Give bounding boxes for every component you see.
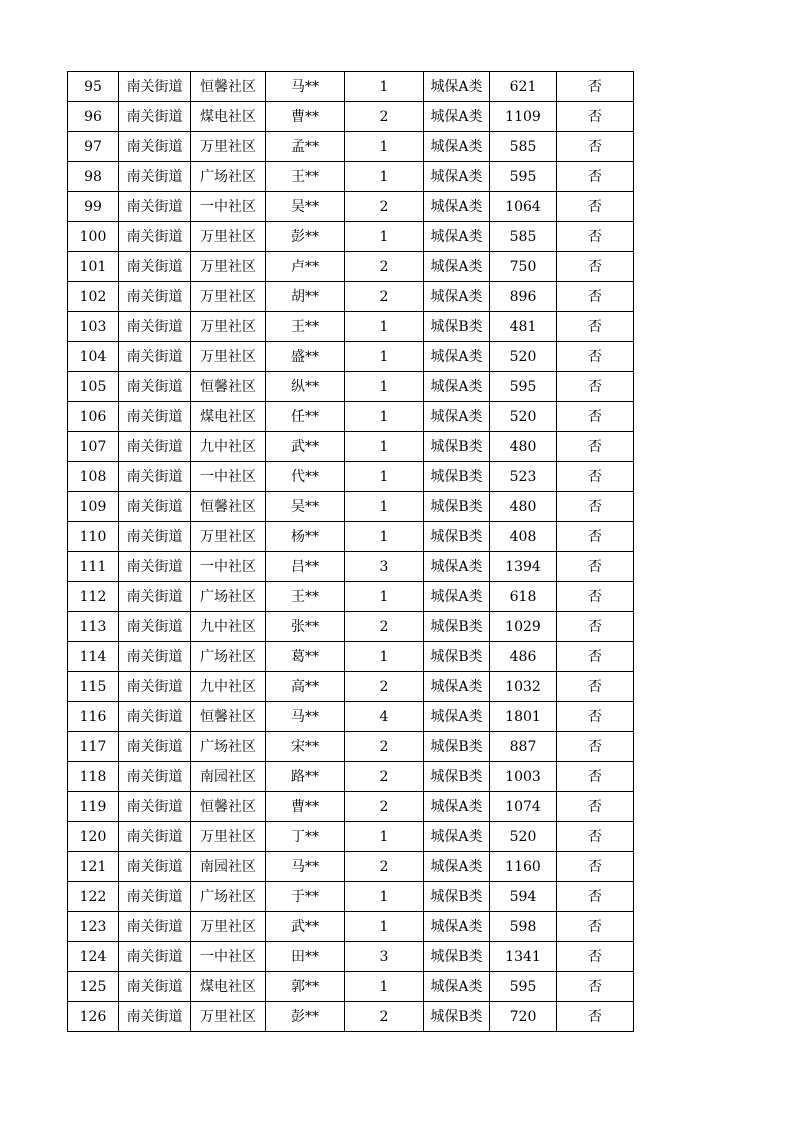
subdistrict-cell: 南关街道 — [119, 762, 191, 792]
row-number-cell: 113 — [68, 612, 119, 642]
amount-cell: 523 — [490, 462, 557, 492]
household-size-cell: 2 — [345, 102, 424, 132]
recipient-name-cell: 马** — [266, 72, 345, 102]
recipient-name-cell: 吴** — [266, 192, 345, 222]
community-cell: 恒馨社区 — [191, 492, 266, 522]
category-cell: 城保A类 — [424, 252, 490, 282]
row-number-cell: 121 — [68, 852, 119, 882]
row-number-cell: 96 — [68, 102, 119, 132]
household-size-cell: 4 — [345, 702, 424, 732]
household-size-cell: 1 — [345, 912, 424, 942]
category-cell: 城保B类 — [424, 492, 490, 522]
recipient-name-cell: 杨** — [266, 522, 345, 552]
community-cell: 南园社区 — [191, 762, 266, 792]
recipient-name-cell: 胡** — [266, 282, 345, 312]
community-cell: 一中社区 — [191, 192, 266, 222]
household-size-cell: 1 — [345, 432, 424, 462]
community-cell: 煤电社区 — [191, 972, 266, 1002]
row-number-cell: 109 — [68, 492, 119, 522]
recipient-name-cell: 葛** — [266, 642, 345, 672]
community-cell: 九中社区 — [191, 672, 266, 702]
community-cell: 万里社区 — [191, 342, 266, 372]
row-number-cell: 99 — [68, 192, 119, 222]
household-size-cell: 1 — [345, 522, 424, 552]
category-cell: 城保A类 — [424, 672, 490, 702]
table-row — [68, 882, 634, 912]
subdistrict-cell: 南关街道 — [119, 132, 191, 162]
category-cell: 城保A类 — [424, 912, 490, 942]
flag-cell: 否 — [557, 822, 634, 852]
household-size-cell: 2 — [345, 672, 424, 702]
flag-cell: 否 — [557, 222, 634, 252]
table-row — [68, 912, 634, 942]
household-size-cell: 2 — [345, 252, 424, 282]
community-cell: 恒馨社区 — [191, 702, 266, 732]
row-number-cell: 118 — [68, 762, 119, 792]
category-cell: 城保A类 — [424, 72, 490, 102]
community-cell: 南园社区 — [191, 852, 266, 882]
recipient-name-cell: 马** — [266, 852, 345, 882]
subdistrict-cell: 南关街道 — [119, 582, 191, 612]
table-row — [68, 522, 634, 552]
category-cell: 城保A类 — [424, 342, 490, 372]
row-number-cell: 102 — [68, 282, 119, 312]
household-size-cell: 1 — [345, 162, 424, 192]
subdistrict-cell: 南关街道 — [119, 942, 191, 972]
row-number-cell: 106 — [68, 402, 119, 432]
subdistrict-cell: 南关街道 — [119, 792, 191, 822]
household-size-cell: 2 — [345, 762, 424, 792]
amount-cell: 1003 — [490, 762, 557, 792]
amount-cell: 720 — [490, 1002, 557, 1032]
community-cell: 万里社区 — [191, 822, 266, 852]
category-cell: 城保B类 — [424, 312, 490, 342]
category-cell: 城保B类 — [424, 522, 490, 552]
flag-cell: 否 — [557, 552, 634, 582]
table-row — [68, 792, 634, 822]
table-row — [68, 192, 634, 222]
household-size-cell: 1 — [345, 222, 424, 252]
table-row — [68, 672, 634, 702]
row-number-cell: 126 — [68, 1002, 119, 1032]
row-number-cell: 105 — [68, 372, 119, 402]
category-cell: 城保A类 — [424, 552, 490, 582]
subdistrict-cell: 南关街道 — [119, 222, 191, 252]
amount-cell: 1341 — [490, 942, 557, 972]
flag-cell: 否 — [557, 522, 634, 552]
household-size-cell: 1 — [345, 492, 424, 522]
community-cell: 广场社区 — [191, 882, 266, 912]
amount-cell: 520 — [490, 822, 557, 852]
household-size-cell: 1 — [345, 882, 424, 912]
household-size-cell: 2 — [345, 852, 424, 882]
household-size-cell: 1 — [345, 342, 424, 372]
household-size-cell: 1 — [345, 312, 424, 342]
household-size-cell: 1 — [345, 582, 424, 612]
amount-cell: 486 — [490, 642, 557, 672]
amount-cell: 621 — [490, 72, 557, 102]
amount-cell: 1074 — [490, 792, 557, 822]
amount-cell: 480 — [490, 492, 557, 522]
recipient-name-cell: 曹** — [266, 792, 345, 822]
household-size-cell: 1 — [345, 822, 424, 852]
table-row — [68, 102, 634, 132]
category-cell: 城保A类 — [424, 792, 490, 822]
category-cell: 城保A类 — [424, 702, 490, 732]
community-cell: 万里社区 — [191, 1002, 266, 1032]
flag-cell: 否 — [557, 252, 634, 282]
household-size-cell: 3 — [345, 942, 424, 972]
table-row — [68, 132, 634, 162]
flag-cell: 否 — [557, 672, 634, 702]
community-cell: 一中社区 — [191, 552, 266, 582]
table-row — [68, 1002, 634, 1032]
recipient-name-cell: 纵** — [266, 372, 345, 402]
household-size-cell: 1 — [345, 132, 424, 162]
category-cell: 城保A类 — [424, 402, 490, 432]
subdistrict-cell: 南关街道 — [119, 102, 191, 132]
category-cell: 城保B类 — [424, 612, 490, 642]
row-number-cell: 112 — [68, 582, 119, 612]
category-cell: 城保A类 — [424, 822, 490, 852]
category-cell: 城保A类 — [424, 162, 490, 192]
table-row — [68, 312, 634, 342]
category-cell: 城保A类 — [424, 102, 490, 132]
amount-cell: 750 — [490, 252, 557, 282]
recipient-name-cell: 路** — [266, 762, 345, 792]
amount-cell: 595 — [490, 372, 557, 402]
subdistrict-cell: 南关街道 — [119, 732, 191, 762]
table-row — [68, 582, 634, 612]
category-cell: 城保B类 — [424, 1002, 490, 1032]
recipient-name-cell: 宋** — [266, 732, 345, 762]
community-cell: 恒馨社区 — [191, 792, 266, 822]
community-cell: 九中社区 — [191, 432, 266, 462]
flag-cell: 否 — [557, 942, 634, 972]
subdistrict-cell: 南关街道 — [119, 852, 191, 882]
flag-cell: 否 — [557, 732, 634, 762]
flag-cell: 否 — [557, 492, 634, 522]
row-number-cell: 120 — [68, 822, 119, 852]
amount-cell: 595 — [490, 972, 557, 1002]
subdistrict-cell: 南关街道 — [119, 972, 191, 1002]
amount-cell: 595 — [490, 162, 557, 192]
row-number-cell: 95 — [68, 72, 119, 102]
household-size-cell: 1 — [345, 402, 424, 432]
subdistrict-cell: 南关街道 — [119, 612, 191, 642]
community-cell: 万里社区 — [191, 282, 266, 312]
community-cell: 一中社区 — [191, 462, 266, 492]
category-cell: 城保B类 — [424, 942, 490, 972]
amount-cell: 598 — [490, 912, 557, 942]
row-number-cell: 101 — [68, 252, 119, 282]
flag-cell: 否 — [557, 912, 634, 942]
flag-cell: 否 — [557, 1002, 634, 1032]
table-row — [68, 972, 634, 1002]
amount-cell: 1064 — [490, 192, 557, 222]
recipient-name-cell: 武** — [266, 432, 345, 462]
subdistrict-cell: 南关街道 — [119, 432, 191, 462]
flag-cell: 否 — [557, 612, 634, 642]
table-row — [68, 462, 634, 492]
flag-cell: 否 — [557, 882, 634, 912]
table-row — [68, 372, 634, 402]
flag-cell: 否 — [557, 132, 634, 162]
community-cell: 煤电社区 — [191, 402, 266, 432]
row-number-cell: 119 — [68, 792, 119, 822]
recipient-name-cell: 马** — [266, 702, 345, 732]
flag-cell: 否 — [557, 792, 634, 822]
community-cell: 煤电社区 — [191, 102, 266, 132]
household-size-cell: 2 — [345, 792, 424, 822]
category-cell: 城保A类 — [424, 972, 490, 1002]
recipient-name-cell: 于** — [266, 882, 345, 912]
flag-cell: 否 — [557, 72, 634, 102]
subdistrict-cell: 南关街道 — [119, 912, 191, 942]
table-row — [68, 642, 634, 672]
recipient-name-cell: 彭** — [266, 1002, 345, 1032]
household-size-cell: 2 — [345, 1002, 424, 1032]
category-cell: 城保B类 — [424, 882, 490, 912]
household-size-cell: 1 — [345, 372, 424, 402]
row-number-cell: 104 — [68, 342, 119, 372]
flag-cell: 否 — [557, 342, 634, 372]
recipient-name-cell: 吕** — [266, 552, 345, 582]
flag-cell: 否 — [557, 582, 634, 612]
amount-cell: 585 — [490, 132, 557, 162]
table-row — [68, 222, 634, 252]
amount-cell: 520 — [490, 402, 557, 432]
community-cell: 万里社区 — [191, 522, 266, 552]
table-row — [68, 732, 634, 762]
flag-cell: 否 — [557, 192, 634, 222]
recipient-name-cell: 王** — [266, 312, 345, 342]
recipient-name-cell: 彭** — [266, 222, 345, 252]
subdistrict-cell: 南关街道 — [119, 72, 191, 102]
amount-cell: 618 — [490, 582, 557, 612]
table-row — [68, 342, 634, 372]
community-cell: 万里社区 — [191, 252, 266, 282]
community-cell: 恒馨社区 — [191, 372, 266, 402]
recipient-name-cell: 丁** — [266, 822, 345, 852]
category-cell: 城保A类 — [424, 582, 490, 612]
amount-cell: 887 — [490, 732, 557, 762]
table-row — [68, 402, 634, 432]
table-row — [68, 252, 634, 282]
subdistrict-cell: 南关街道 — [119, 552, 191, 582]
row-number-cell: 110 — [68, 522, 119, 552]
recipient-name-cell: 吴** — [266, 492, 345, 522]
row-number-cell: 103 — [68, 312, 119, 342]
row-number-cell: 125 — [68, 972, 119, 1002]
flag-cell: 否 — [557, 162, 634, 192]
subdistrict-cell: 南关街道 — [119, 312, 191, 342]
amount-cell: 585 — [490, 222, 557, 252]
row-number-cell: 122 — [68, 882, 119, 912]
row-number-cell: 98 — [68, 162, 119, 192]
subdistrict-cell: 南关街道 — [119, 252, 191, 282]
amount-cell: 1160 — [490, 852, 557, 882]
household-size-cell: 2 — [345, 732, 424, 762]
flag-cell: 否 — [557, 702, 634, 732]
subdistrict-cell: 南关街道 — [119, 822, 191, 852]
recipient-name-cell: 高** — [266, 672, 345, 702]
recipient-name-cell: 盛** — [266, 342, 345, 372]
table-row — [68, 612, 634, 642]
table-row — [68, 432, 634, 462]
category-cell: 城保B类 — [424, 432, 490, 462]
household-size-cell: 1 — [345, 972, 424, 1002]
flag-cell: 否 — [557, 102, 634, 132]
amount-cell: 520 — [490, 342, 557, 372]
community-cell: 万里社区 — [191, 312, 266, 342]
table-row — [68, 942, 634, 972]
recipient-name-cell: 孟** — [266, 132, 345, 162]
flag-cell: 否 — [557, 462, 634, 492]
recipient-name-cell: 张** — [266, 612, 345, 642]
category-cell: 城保A类 — [424, 372, 490, 402]
category-cell: 城保A类 — [424, 852, 490, 882]
assistance-roster-table — [67, 71, 634, 1032]
category-cell: 城保B类 — [424, 462, 490, 492]
household-size-cell: 2 — [345, 192, 424, 222]
flag-cell: 否 — [557, 642, 634, 672]
category-cell: 城保B类 — [424, 732, 490, 762]
community-cell: 万里社区 — [191, 912, 266, 942]
household-size-cell: 1 — [345, 72, 424, 102]
amount-cell: 1394 — [490, 552, 557, 582]
flag-cell: 否 — [557, 972, 634, 1002]
amount-cell: 1029 — [490, 612, 557, 642]
amount-cell: 481 — [490, 312, 557, 342]
roster-body — [68, 72, 634, 1032]
subdistrict-cell: 南关街道 — [119, 402, 191, 432]
subdistrict-cell: 南关街道 — [119, 702, 191, 732]
flag-cell: 否 — [557, 762, 634, 792]
row-number-cell: 114 — [68, 642, 119, 672]
row-number-cell: 111 — [68, 552, 119, 582]
subdistrict-cell: 南关街道 — [119, 192, 191, 222]
subdistrict-cell: 南关街道 — [119, 522, 191, 552]
row-number-cell: 115 — [68, 672, 119, 702]
subdistrict-cell: 南关街道 — [119, 462, 191, 492]
recipient-name-cell: 田** — [266, 942, 345, 972]
community-cell: 万里社区 — [191, 132, 266, 162]
household-size-cell: 3 — [345, 552, 424, 582]
row-number-cell: 108 — [68, 462, 119, 492]
flag-cell: 否 — [557, 312, 634, 342]
category-cell: 城保A类 — [424, 192, 490, 222]
community-cell: 广场社区 — [191, 732, 266, 762]
amount-cell: 594 — [490, 882, 557, 912]
amount-cell: 480 — [490, 432, 557, 462]
flag-cell: 否 — [557, 372, 634, 402]
community-cell: 九中社区 — [191, 612, 266, 642]
recipient-name-cell: 郭** — [266, 972, 345, 1002]
row-number-cell: 124 — [68, 942, 119, 972]
household-size-cell: 2 — [345, 612, 424, 642]
table-row — [68, 162, 634, 192]
table-row — [68, 72, 634, 102]
household-size-cell: 1 — [345, 462, 424, 492]
recipient-name-cell: 任** — [266, 402, 345, 432]
community-cell: 万里社区 — [191, 222, 266, 252]
table-row — [68, 702, 634, 732]
subdistrict-cell: 南关街道 — [119, 372, 191, 402]
subdistrict-cell: 南关街道 — [119, 882, 191, 912]
table-row — [68, 762, 634, 792]
category-cell: 城保A类 — [424, 132, 490, 162]
subdistrict-cell: 南关街道 — [119, 282, 191, 312]
recipient-name-cell: 王** — [266, 582, 345, 612]
community-cell: 广场社区 — [191, 642, 266, 672]
recipient-name-cell: 曹** — [266, 102, 345, 132]
household-size-cell: 1 — [345, 642, 424, 672]
category-cell: 城保B类 — [424, 762, 490, 792]
recipient-name-cell: 代** — [266, 462, 345, 492]
category-cell: 城保A类 — [424, 282, 490, 312]
row-number-cell: 123 — [68, 912, 119, 942]
amount-cell: 896 — [490, 282, 557, 312]
community-cell: 一中社区 — [191, 942, 266, 972]
amount-cell: 408 — [490, 522, 557, 552]
subdistrict-cell: 南关街道 — [119, 672, 191, 702]
amount-cell: 1109 — [490, 102, 557, 132]
row-number-cell: 97 — [68, 132, 119, 162]
subdistrict-cell: 南关街道 — [119, 1002, 191, 1032]
flag-cell: 否 — [557, 282, 634, 312]
table-row — [68, 552, 634, 582]
category-cell: 城保B类 — [424, 642, 490, 672]
subdistrict-cell: 南关街道 — [119, 342, 191, 372]
flag-cell: 否 — [557, 432, 634, 462]
subdistrict-cell: 南关街道 — [119, 642, 191, 672]
row-number-cell: 116 — [68, 702, 119, 732]
subdistrict-cell: 南关街道 — [119, 492, 191, 522]
household-size-cell: 2 — [345, 282, 424, 312]
row-number-cell: 100 — [68, 222, 119, 252]
table-row — [68, 282, 634, 312]
community-cell: 广场社区 — [191, 162, 266, 192]
table-row — [68, 492, 634, 522]
category-cell: 城保A类 — [424, 222, 490, 252]
table-row — [68, 852, 634, 882]
row-number-cell: 117 — [68, 732, 119, 762]
recipient-name-cell: 卢** — [266, 252, 345, 282]
subdistrict-cell: 南关街道 — [119, 162, 191, 192]
community-cell: 恒馨社区 — [191, 72, 266, 102]
community-cell: 广场社区 — [191, 582, 266, 612]
amount-cell: 1801 — [490, 702, 557, 732]
flag-cell: 否 — [557, 852, 634, 882]
recipient-name-cell: 王** — [266, 162, 345, 192]
table-row — [68, 822, 634, 852]
recipient-name-cell: 武** — [266, 912, 345, 942]
flag-cell: 否 — [557, 402, 634, 432]
row-number-cell: 107 — [68, 432, 119, 462]
amount-cell: 1032 — [490, 672, 557, 702]
